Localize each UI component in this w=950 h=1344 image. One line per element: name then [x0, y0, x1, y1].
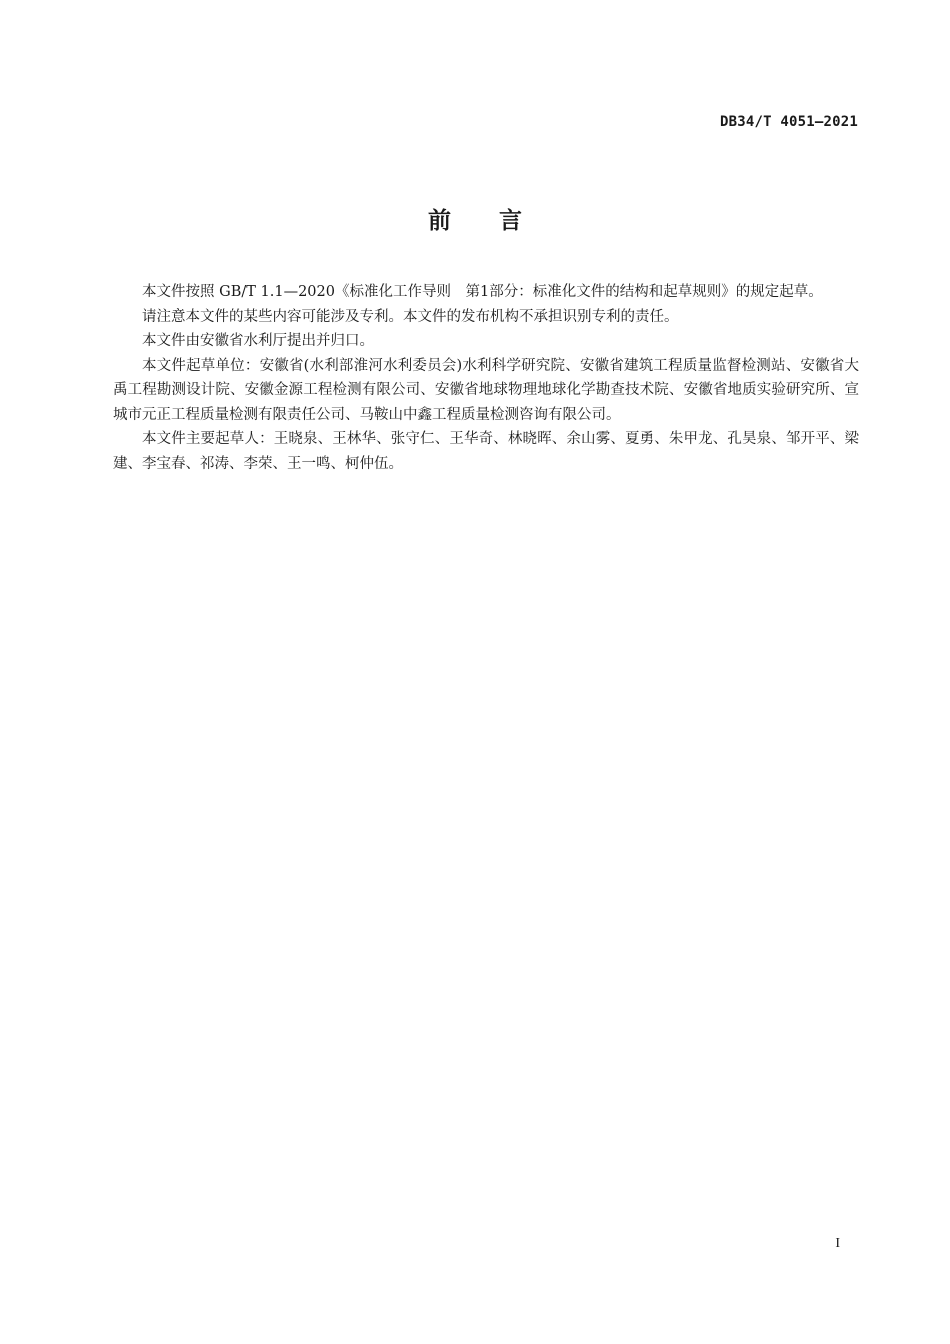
paragraph-proposer: 本文件由安徽省水利厅提出并归口。 — [142, 333, 374, 349]
paragraph-drafting-rules: 本文件按照 GB/T 1.1—2020《标准化工作导则 第1部分：标准化文件的结构和起草规则》的规定起草。 — [142, 284, 823, 300]
paragraph-patent-notice: 请注意本文件的某些内容可能涉及专利。本文件的发布机构不承担识别专利的责任。 — [142, 308, 679, 325]
foreword-body — [113, 280, 859, 476]
paragraph-drafters: 本文件主要起草人：王晓泉、王林华、张守仁、王华奇、林晓晖、余山雾、夏勇、朱甲龙、孔昊泉、邹开平、梁建、李宝春、祁涛、李荣、王一鸣、柯仲伍。 — [113, 431, 859, 472]
page-title: 前言 — [428, 208, 570, 234]
paragraph-drafting-units: 本文件起草单位：安徽省(水利部淮河水利委员会)水利科学研究院、安徽省建筑工程质量监督检测站、安徽省大禹工程勘测设计院、安徽金源工程检测有限公司、安徽省地球物理地球化学勘查技术院、安徽省地质实验研究所、宣城市元正工程质量检测有限责任公司、马鞍山中鑫工程质量检测咨询有限公司。 — [113, 357, 859, 423]
page-number: I — [835, 1236, 840, 1251]
document-code: DB34/T 4051—2021 — [719, 114, 858, 130]
